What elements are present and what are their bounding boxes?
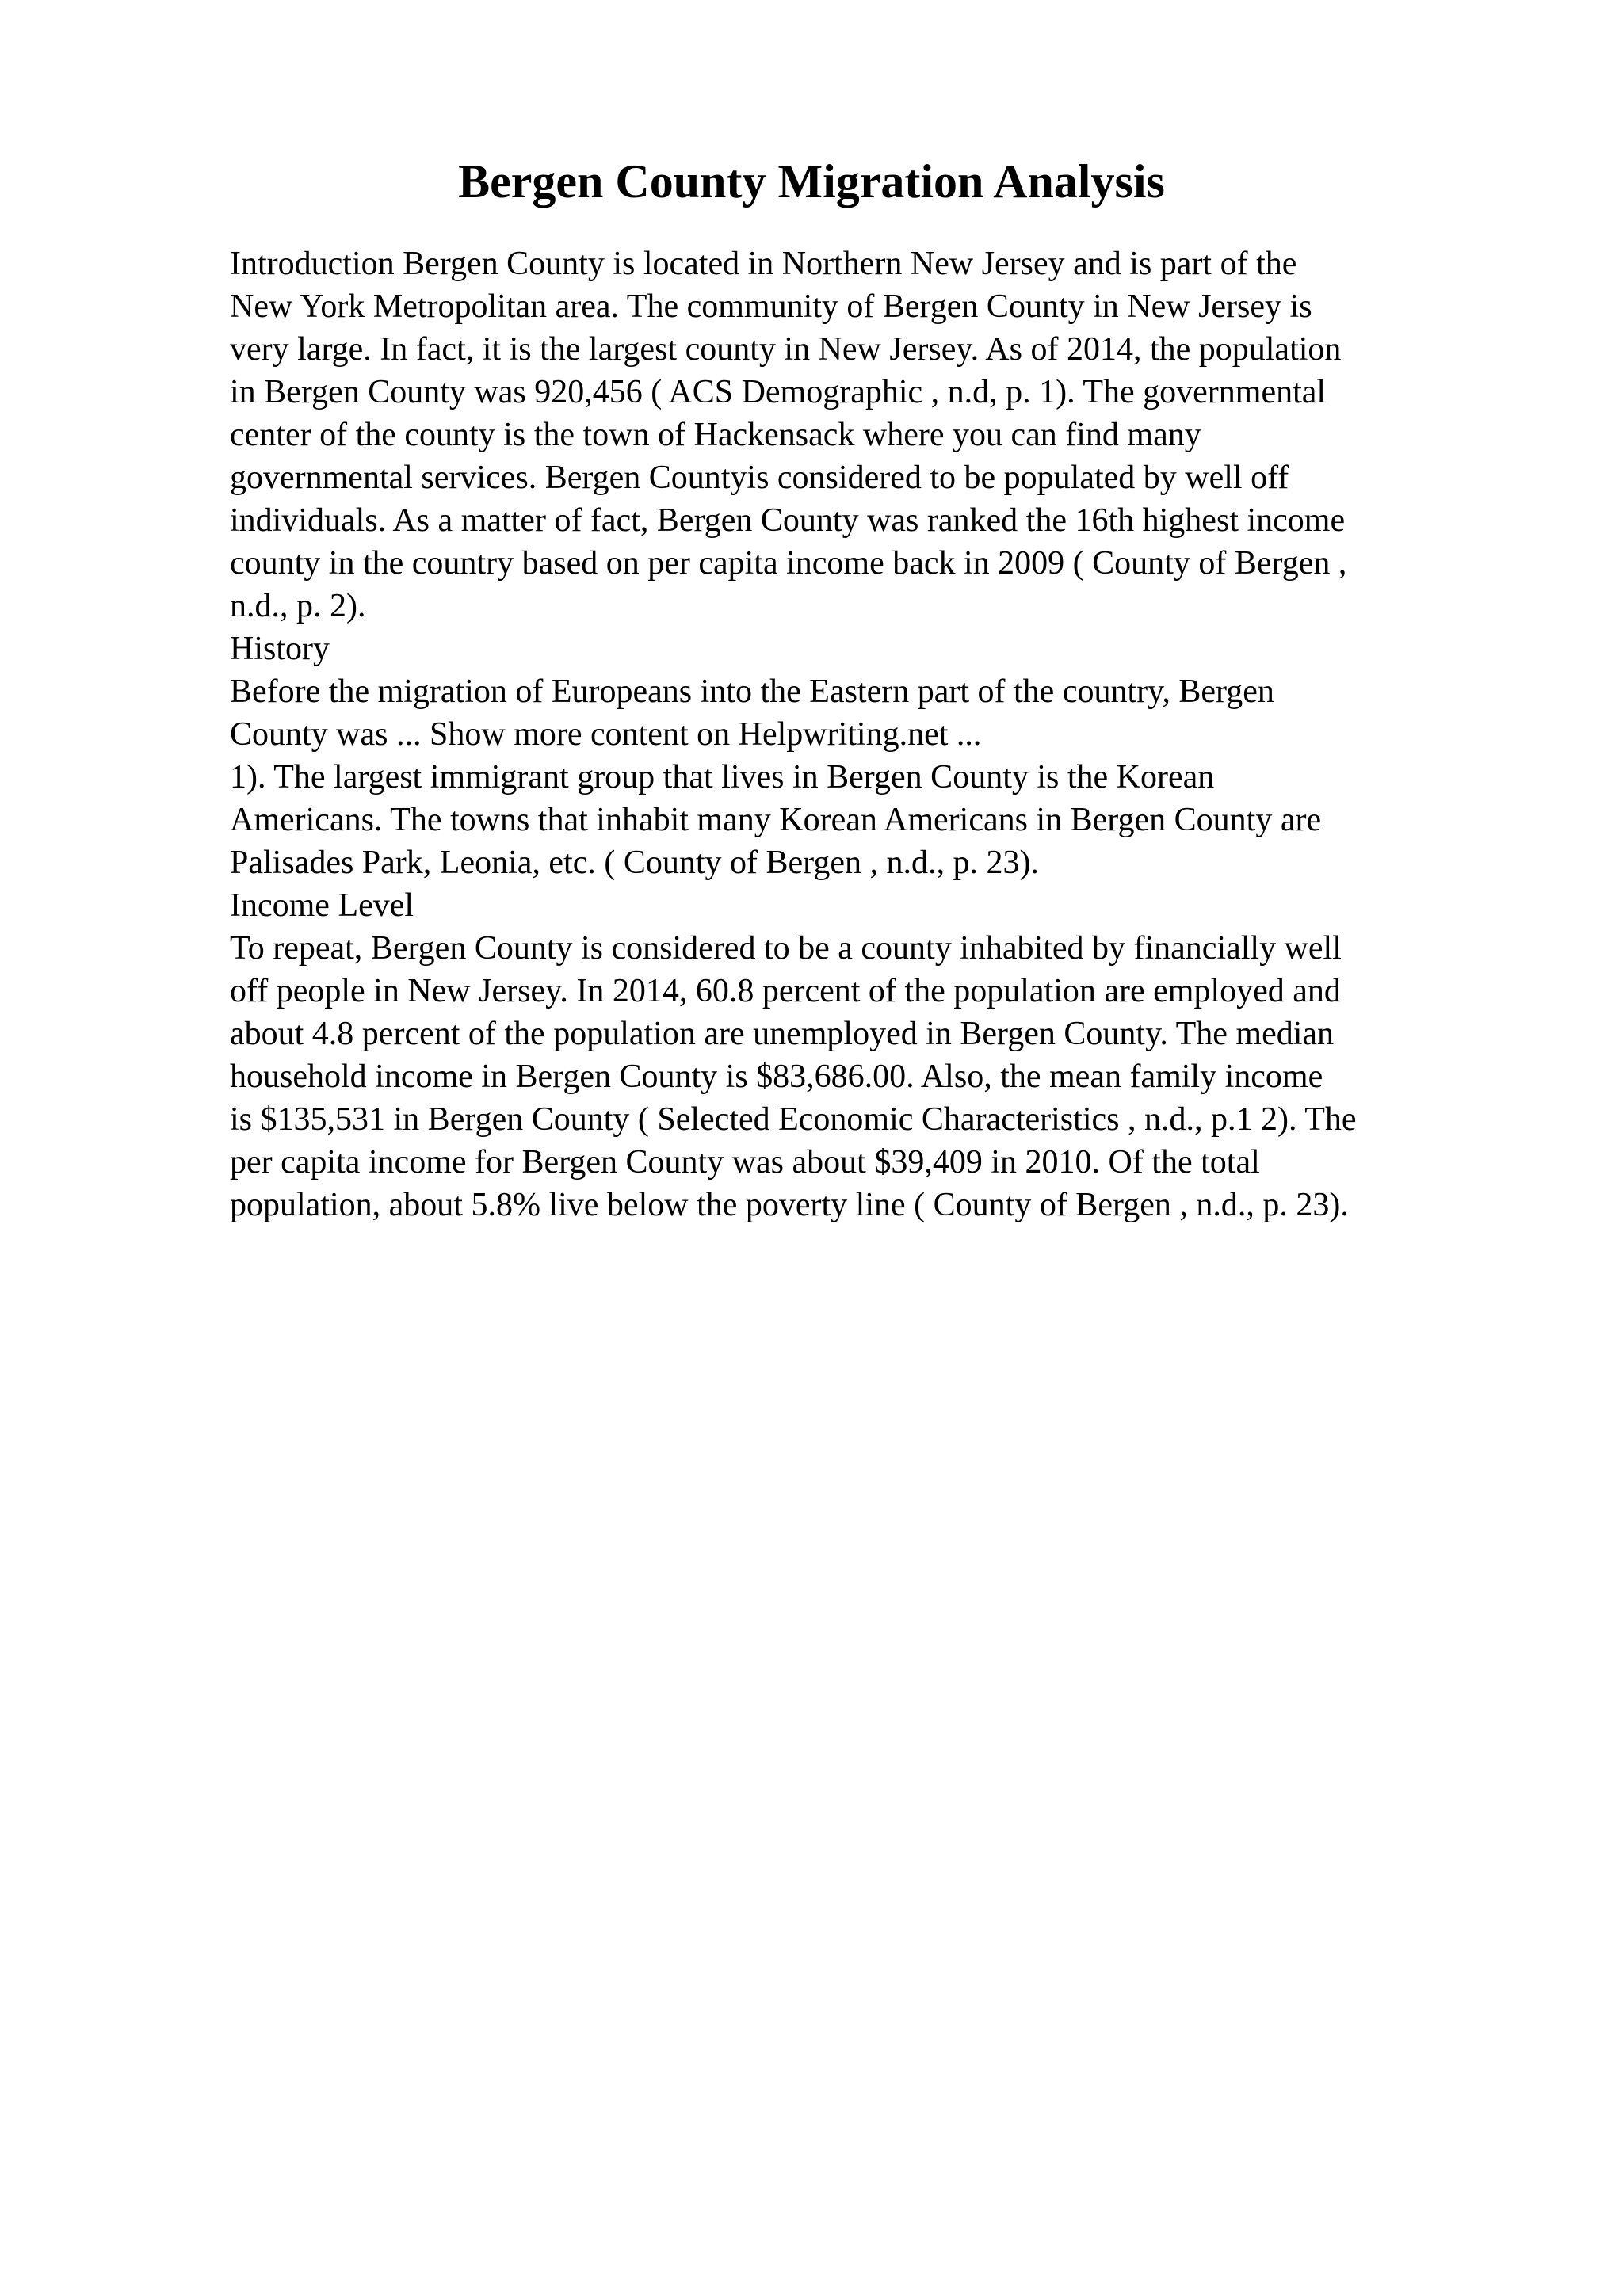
intro-line-3: very large. In fact, it is the largest county in New Jersey. As of 2014, the population — [230, 331, 1342, 368]
income-line-1: To repeat, Bergen County is considered to be a county inhabited by financially well — [230, 930, 1342, 967]
history-line-3: 1). The largest immigrant group that lives in Bergen County is the Korean — [230, 759, 1215, 795]
intro-line-4: in Bergen County was 920,456 ( ACS Demographic , n.d, p. 1). The governmental — [230, 374, 1327, 410]
income-line-3: about 4.8 percent of the population are unemployed in Bergen County. The median — [230, 1016, 1335, 1052]
history-heading: History — [230, 631, 330, 667]
income-line-6: per capita income for Bergen County was about $39,409 in 2010. Of the total — [230, 1144, 1260, 1180]
income-line-5: is $135,531 in Bergen County ( Selected Economic Characteristics , n.d., p.1 2). The — [230, 1101, 1357, 1138]
intro-line-7: individuals. As a matter of fact, Bergen County was ranked the 16th highest income — [230, 502, 1346, 539]
intro-line-2: New York Metropolitan area. The community of Bergen County in New Jersey is — [230, 288, 1312, 325]
intro-line-1: Introduction Bergen County is located in Northern New Jersey and is part of the — [230, 246, 1297, 282]
intro-line-5: center of the county is the town of Hackensack where you can find many — [230, 417, 1201, 453]
intro-line-9: n.d., p. 2). — [230, 588, 366, 624]
history-line-4: Americans. The towns that inhabit many Korean Americans in Bergen County are — [230, 802, 1322, 838]
history-line-2: County was ... Show more content on Helpwriting.net ... — [230, 716, 982, 753]
intro-line-8: county in the country based on per capita income back in 2009 ( County of Bergen , — [230, 545, 1347, 582]
income-line-2: off people in New Jersey. In 2014, 60.8 percent of the population are employed and — [230, 973, 1341, 1009]
income-line-7: population, about 5.8% live below the poverty line ( County of Bergen , n.d., p. 23). — [230, 1187, 1349, 1223]
document-title: Bergen County Migration Analysis — [458, 155, 1165, 208]
history-line-5: Palisades Park, Leonia, etc. ( County of Bergen , n.d., p. 23). — [230, 845, 1040, 881]
intro-line-6: governmental services. Bergen Countyis considered to be populated by well off — [230, 460, 1289, 496]
income-line-4: household income in Bergen County is $83,686.00. Also, the mean family income — [230, 1058, 1323, 1095]
history-line-1: Before the migration of Europeans into the Eastern part of the country, Bergen — [230, 673, 1274, 710]
income-level-heading: Income Level — [230, 887, 414, 924]
document-body — [230, 242, 1498, 1226]
